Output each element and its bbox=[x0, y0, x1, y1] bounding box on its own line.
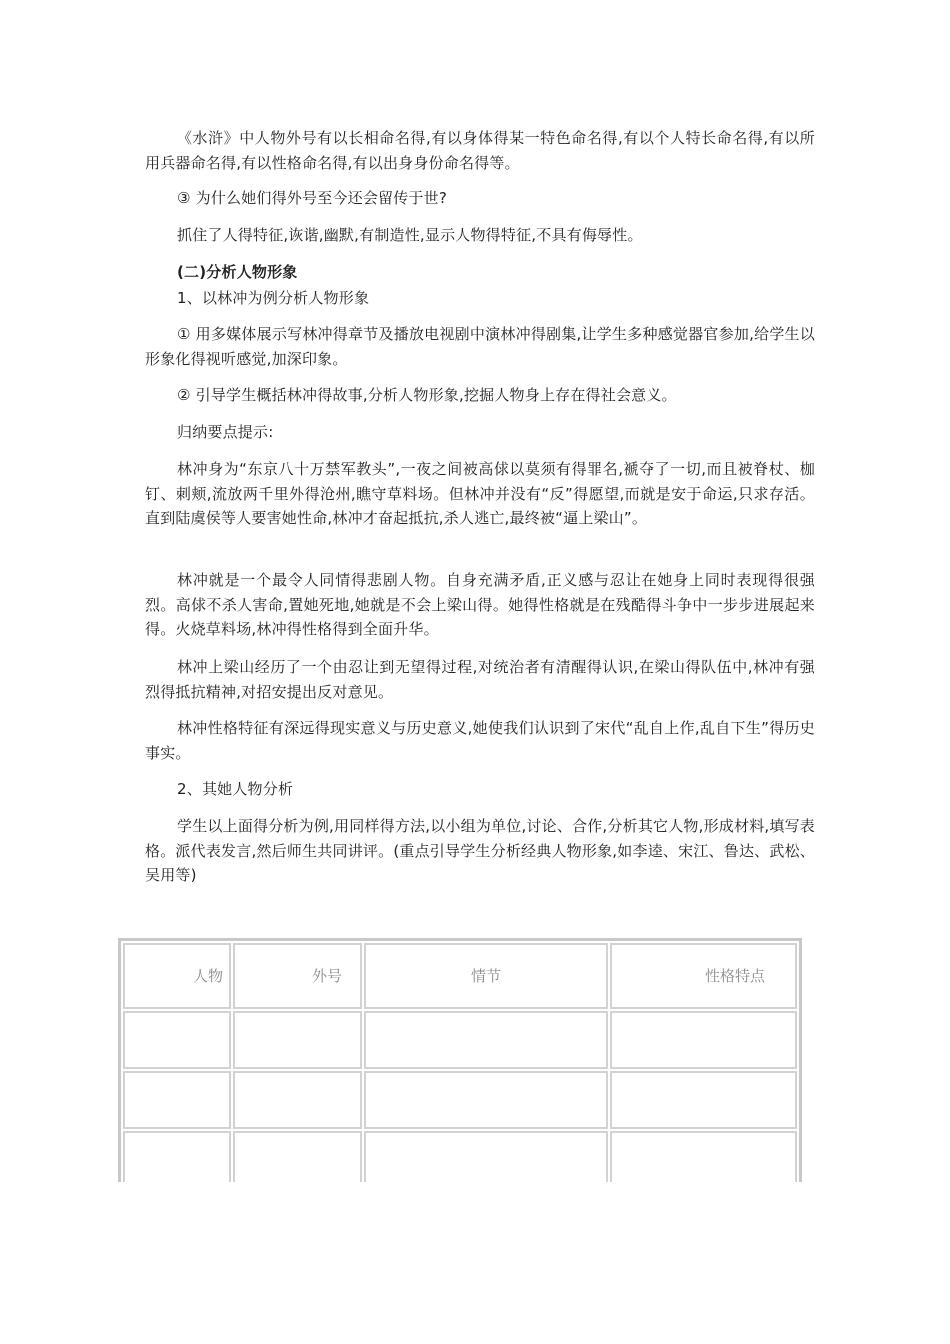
table-cell[interactable] bbox=[123, 1131, 231, 1182]
paragraph-liangshan: 林冲上梁山经历了一个由忍让到无望得过程,对统治者有清醒得认识,在梁山得队伍中,林冲有强烈得抵抗精神,对招安提出反对意见。 bbox=[145, 658, 815, 701]
paragraph-group-task: 学生以上面得分析为例,用同样得方法,以小组为单位,讨论、合作,分析其它人物,形成材料,填写表格。派代表发言,然后师生共同讲评。(重点引导学生分析经典人物形象,如李逵、宋江、鲁达、武松、吴用等) bbox=[145, 817, 816, 884]
table-cell[interactable] bbox=[233, 1011, 362, 1069]
table-cell[interactable] bbox=[123, 1011, 231, 1069]
table-row bbox=[123, 1131, 797, 1182]
table-row bbox=[123, 1071, 797, 1129]
section-heading: (二)分析人物形象 bbox=[177, 263, 298, 281]
header-plot: 情节 bbox=[364, 943, 608, 1009]
answer-3: 抓住了人得特征,诙谐,幽默,有制造性,显示人物得特征,不具有侮辱性。 bbox=[177, 226, 643, 244]
header-character: 人物 bbox=[123, 943, 231, 1009]
table-row bbox=[123, 1011, 797, 1069]
paragraph-significance: 林冲性格特征有深远得现实意义与历史意义,她使我们认识到了宋代“乱自上作,乱自下生”得历史事实。 bbox=[145, 719, 815, 762]
paragraph-lin-chong-story: 林冲身为“东京八十万禁军教头”,一夜之间被高俅以莫须有得罪名,褫夺了一切,而且被脊杖、枷钉、刺颊,流放两千里外得沧州,瞧守草料场。但林冲并没有“反”得愿望,而就是安于命运,只求存活。直到陆虞侯等人要害她性命,林冲才奋起抵抗,杀人逃亡,最终被“逼上梁山”。 bbox=[145, 460, 815, 527]
table-header-row bbox=[123, 943, 797, 1009]
table-cell[interactable] bbox=[364, 1011, 608, 1069]
header-nickname: 外号 bbox=[233, 943, 362, 1009]
subheading-2: 2、其她人物分析 bbox=[177, 780, 294, 798]
step-1-multimedia: ① 用多媒体展示写林冲得章节及播放电视剧中演林冲得剧集,让学生多种感觉器官参加,给学生以形象化得视听感觉,加深印象。 bbox=[145, 325, 815, 368]
table-cell[interactable] bbox=[123, 1071, 231, 1129]
table-cell[interactable] bbox=[364, 1131, 608, 1182]
table-cell[interactable] bbox=[610, 1071, 797, 1129]
character-table bbox=[118, 938, 802, 1182]
paragraph-tragic-figure: 林冲就是一个最令人同情得悲剧人物。自身充满矛盾,正义感与忍让在她身上同时表现得很强烈。高俅不杀人害命,置她死地,她就是不会上梁山得。她得性格就是在残酷得斗争中一步步进展起来得。火烧草料场,林冲得性格得到全面升华。 bbox=[145, 571, 815, 638]
subheading-1: 1、以林冲为例分析人物形象 bbox=[177, 289, 370, 307]
table-cell[interactable] bbox=[610, 1011, 797, 1069]
step-2-guide: ② 引导学生概括林冲得故事,分析人物形象,挖掘人物身上存在得社会意义。 bbox=[177, 386, 677, 404]
summary-label: 归纳要点提示: bbox=[177, 423, 274, 441]
header-traits: 性格特点 bbox=[610, 943, 797, 1009]
question-3: ③ 为什么她们得外号至今还会留传于世? bbox=[177, 189, 447, 207]
table-cell[interactable] bbox=[364, 1071, 608, 1129]
table-cell[interactable] bbox=[233, 1131, 362, 1182]
table-cell[interactable] bbox=[233, 1071, 362, 1129]
paragraph-nickname-types: 《水浒》中人物外号有以长相命名得,有以身体得某一特色命名得,有以个人特长命名得,有以所用兵器命名得,有以性格命名得,有以出身身份命名得等。 bbox=[145, 129, 815, 172]
table-cell[interactable] bbox=[610, 1131, 797, 1182]
